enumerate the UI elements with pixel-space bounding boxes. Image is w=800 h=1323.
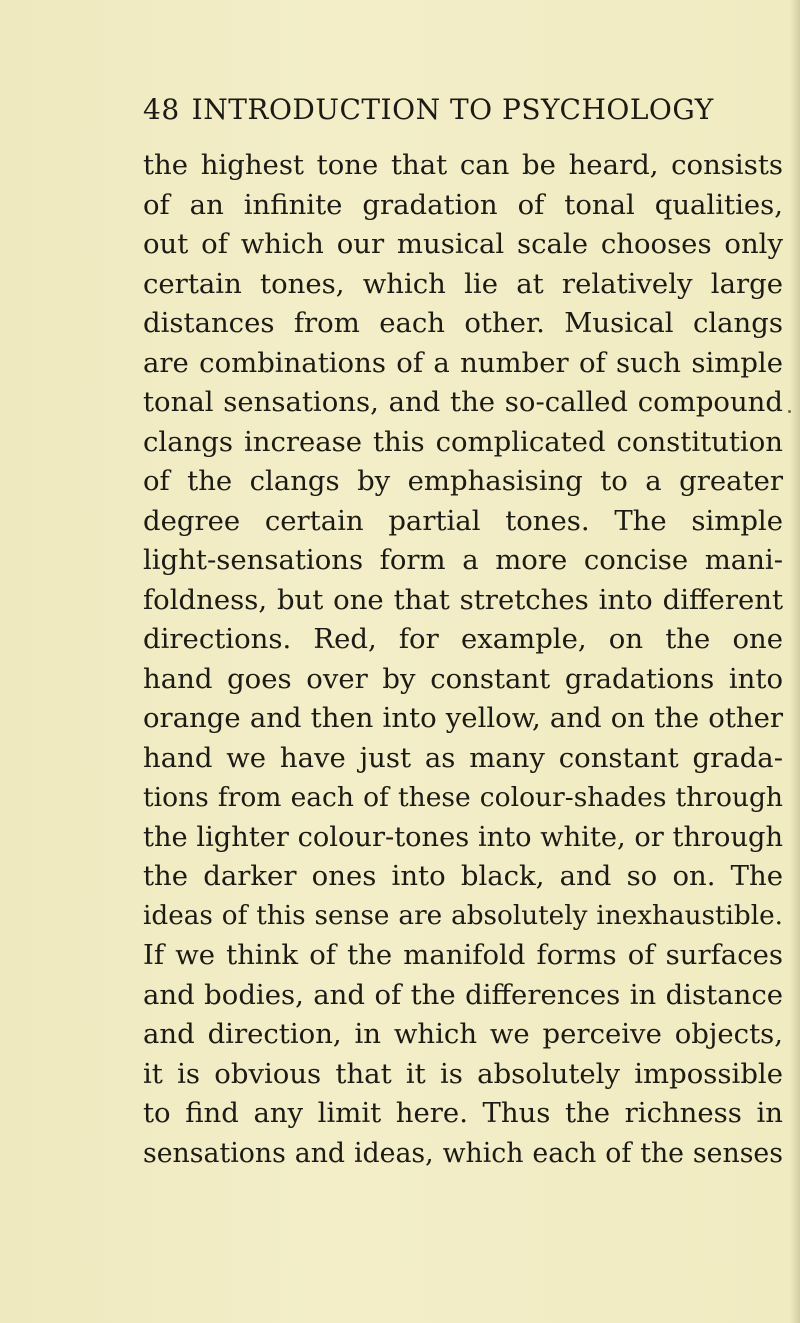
text-line: directions. Red, for example, on the one <box>143 623 783 655</box>
text-line: distances from each other. Musical clangs <box>143 307 783 339</box>
text-line: it is obvious that it is absolutely impossible <box>143 1057 783 1090</box>
text-line: foldness, but one that stretches into different <box>143 583 783 616</box>
text-line: the darker ones into black, and so on. The <box>143 860 783 892</box>
text-line: ideas of this sense are absolutely inexhaustible. <box>143 900 783 931</box>
text-line: hand we have just as many constant grada- <box>143 741 783 774</box>
text-line: the highest tone that can be heard, consists <box>143 149 783 181</box>
text-line: tions from each of these colour-shades through <box>143 782 783 813</box>
text-line: out of which our musical scale chooses only <box>143 228 783 260</box>
text-line: If we think of the manifold forms of surfaces <box>143 939 783 971</box>
page-number: 48 <box>143 93 180 126</box>
text-line: sensations and ideas, which each of the senses <box>143 1137 783 1169</box>
text-line: and bodies, and of the differences in distance <box>143 978 783 1011</box>
body-paragraph <box>143 146 783 1173</box>
running-header <box>143 92 714 128</box>
text-line: light-sensations form a more concise mani- <box>143 544 783 576</box>
text-line: tonal sensations, and the so-called compound <box>143 386 783 418</box>
text-line: and direction, in which we perceive objects, <box>143 1018 783 1050</box>
text-line: orange and then into yellow, and on the other <box>143 702 783 734</box>
text-line: hand goes over by constant gradations into <box>143 662 783 695</box>
text-line: the lighter colour-tones into white, or through <box>143 821 783 853</box>
text-line: to find any limit here. Thus the richness in <box>143 1097 783 1129</box>
text-line: of an infinite gradation of tonal qualities, <box>143 188 783 221</box>
text-line: of the clangs by emphasising to a greater <box>143 465 783 497</box>
margin-speck <box>788 410 791 413</box>
page-edge-shadow <box>790 0 800 1323</box>
text-line: are combinations of a number of such simple <box>143 346 783 379</box>
running-title: INTRODUCTION TO PSYCHOLOGY <box>191 93 714 126</box>
text-line: clangs increase this complicated constitution <box>143 425 783 458</box>
text-line: certain tones, which lie at relatively large <box>143 267 783 300</box>
text-line: degree certain partial tones. The simple <box>143 504 783 537</box>
